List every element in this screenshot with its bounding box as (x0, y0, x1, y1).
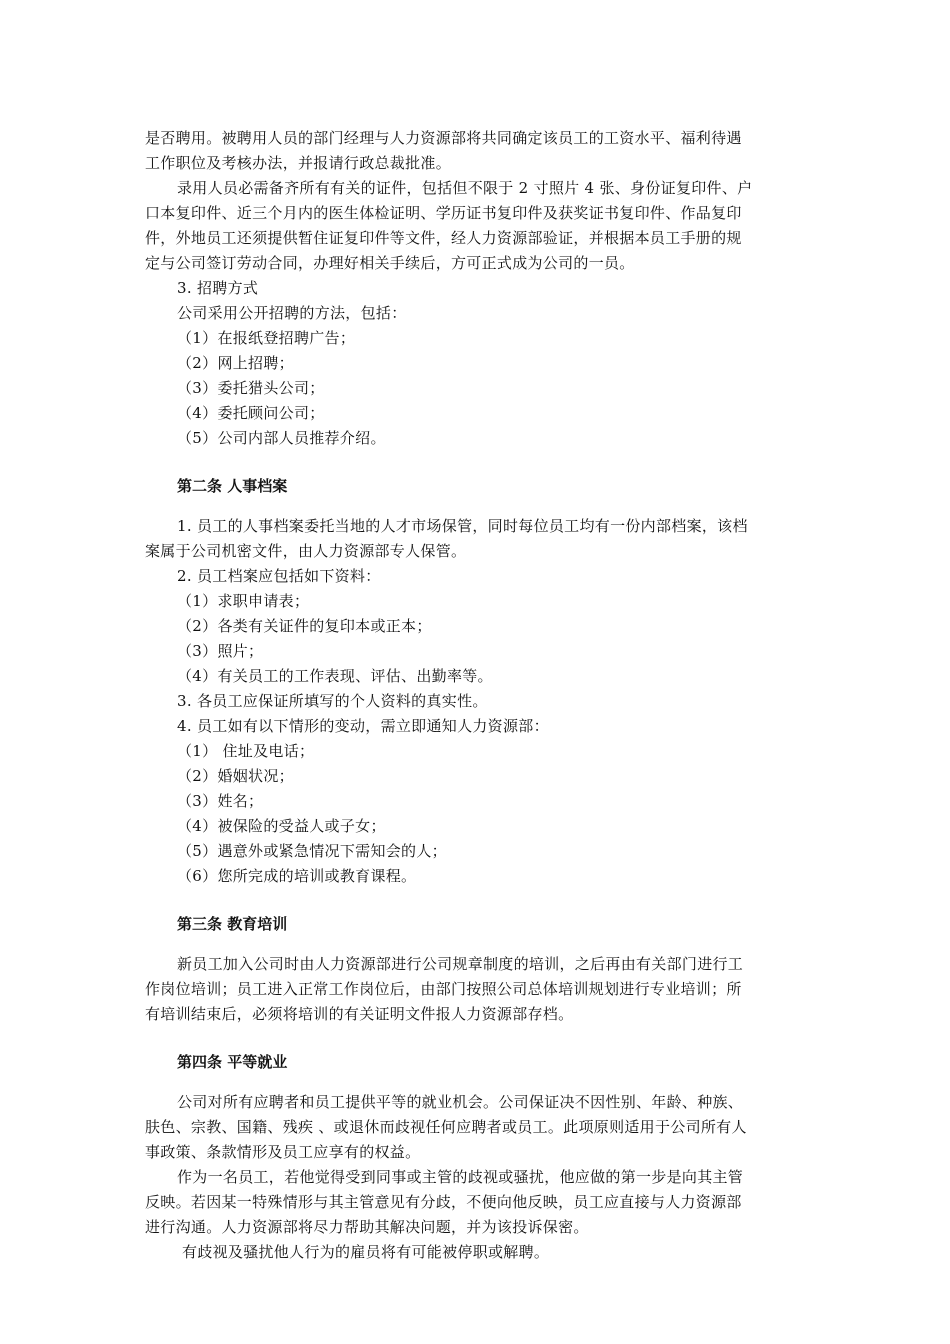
text-line: 作岗位培训；员工进入正常工作岗位后，由部门按照公司总体培训规划进行专业培训；所 (145, 980, 742, 998)
article-heading: 第二条 人事档案 (177, 477, 288, 495)
text-line: 是否聘用。被聘用人员的部门经理与人力资源部将共同确定该员工的工资水平、福利待遇 (145, 129, 742, 147)
text-line: 有培训结束后，必须将培训的有关证明文件报人力资源部存档。 (145, 1005, 574, 1023)
text-line: 件，外地员工还须提供暂住证复印件等文件，经人力资源部验证，并根据本员工手册的规 (145, 229, 742, 247)
list-item: （1）在报纸登招聘广告； (177, 329, 356, 347)
text-line: 公司采用公开招聘的方法，包括： (177, 304, 407, 322)
text-line: 有歧视及骚扰他人行为的雇员将有可能被停职或解聘。 (182, 1243, 550, 1261)
text-line: 案属于公司机密文件，由人力资源部专人保管。 (145, 542, 467, 560)
article-heading: 第三条 教育培训 (177, 915, 288, 933)
text-line: 新员工加入公司时由人力资源部进行公司规章制度的培训，之后再由有关部门进行工 (177, 955, 744, 973)
list-item: （3）照片； (177, 642, 264, 660)
text-line: 3. 各员工应保证所填写的个人资料的真实性。 (177, 692, 488, 710)
list-item: （2）婚姻状况； (177, 767, 294, 785)
section-subtitle: 3. 招聘方式 (177, 279, 259, 297)
text-line: 4. 员工如有以下情形的变动，需立即通知人力资源部： (177, 717, 549, 735)
text-line: 进行沟通。人力资源部将尽力帮助其解决问题，并为该投诉保密。 (145, 1218, 589, 1236)
list-item: （3）委托猎头公司； (177, 379, 325, 397)
text-line: 公司对所有应聘者和员工提供平等的就业机会。公司保证决不因性别、年龄、种族、 (177, 1093, 744, 1111)
article-heading: 第四条 平等就业 (177, 1053, 288, 1071)
list-item: （2）网上招聘； (177, 354, 294, 372)
text-line: 1. 员工的人事档案委托当地的人才市场保管，同时每位员工均有一份内部档案，该档 (177, 517, 748, 535)
text-line: 口本复印件、近三个月内的医生体检证明、学历证书复印件及获奖证书复印件、作品复印 (145, 204, 742, 222)
list-item: （4）被保险的受益人或子女； (177, 817, 386, 835)
list-item: （4）委托顾问公司； (177, 404, 325, 422)
list-item: （4）有关员工的工作表现、评估、出勤率等。 (177, 667, 493, 685)
list-item: （6）您所完成的培训或教育课程。 (177, 867, 417, 885)
text-line: 反映。若因某一特殊情形与其主管意见有分歧，不便向他反映，员工应直接与人力资源部 (145, 1193, 742, 1211)
text-line: 2. 员工档案应包括如下资料： (177, 567, 381, 585)
text-line: 事政策、条款情形及员工应享有的权益。 (145, 1143, 421, 1161)
list-item: （3）姓名； (177, 792, 264, 810)
list-item: （2）各类有关证件的复印本或正本； (177, 617, 432, 635)
text-line: 录用人员必需备齐所有有关的证件，包括但不限于 2 寸照片 4 张、身份证复印件、户 (177, 179, 753, 197)
list-item: （1）求职申请表； (177, 592, 310, 610)
document-body (145, 126, 810, 1265)
text-line: 定与公司签订劳动合同，办理好相关手续后，方可正式成为公司的一员。 (145, 254, 635, 272)
text-line: 工作职位及考核办法，并报请行政总裁批准。 (145, 154, 452, 172)
list-item: （5）公司内部人员推荐介绍。 (177, 429, 386, 447)
list-item: （5）遇意外或紧急情况下需知会的人； (177, 842, 447, 860)
list-item: （1） 住址及电话； (177, 742, 315, 760)
text-line: 作为一名员工，若他觉得受到同事或主管的歧视或骚扰，他应做的第一步是向其主管 (177, 1168, 744, 1186)
text-line: 肤色、宗教、国籍、残疾 、或退休而歧视任何应聘者或员工。此项原则适用于公司所有人 (145, 1118, 747, 1136)
